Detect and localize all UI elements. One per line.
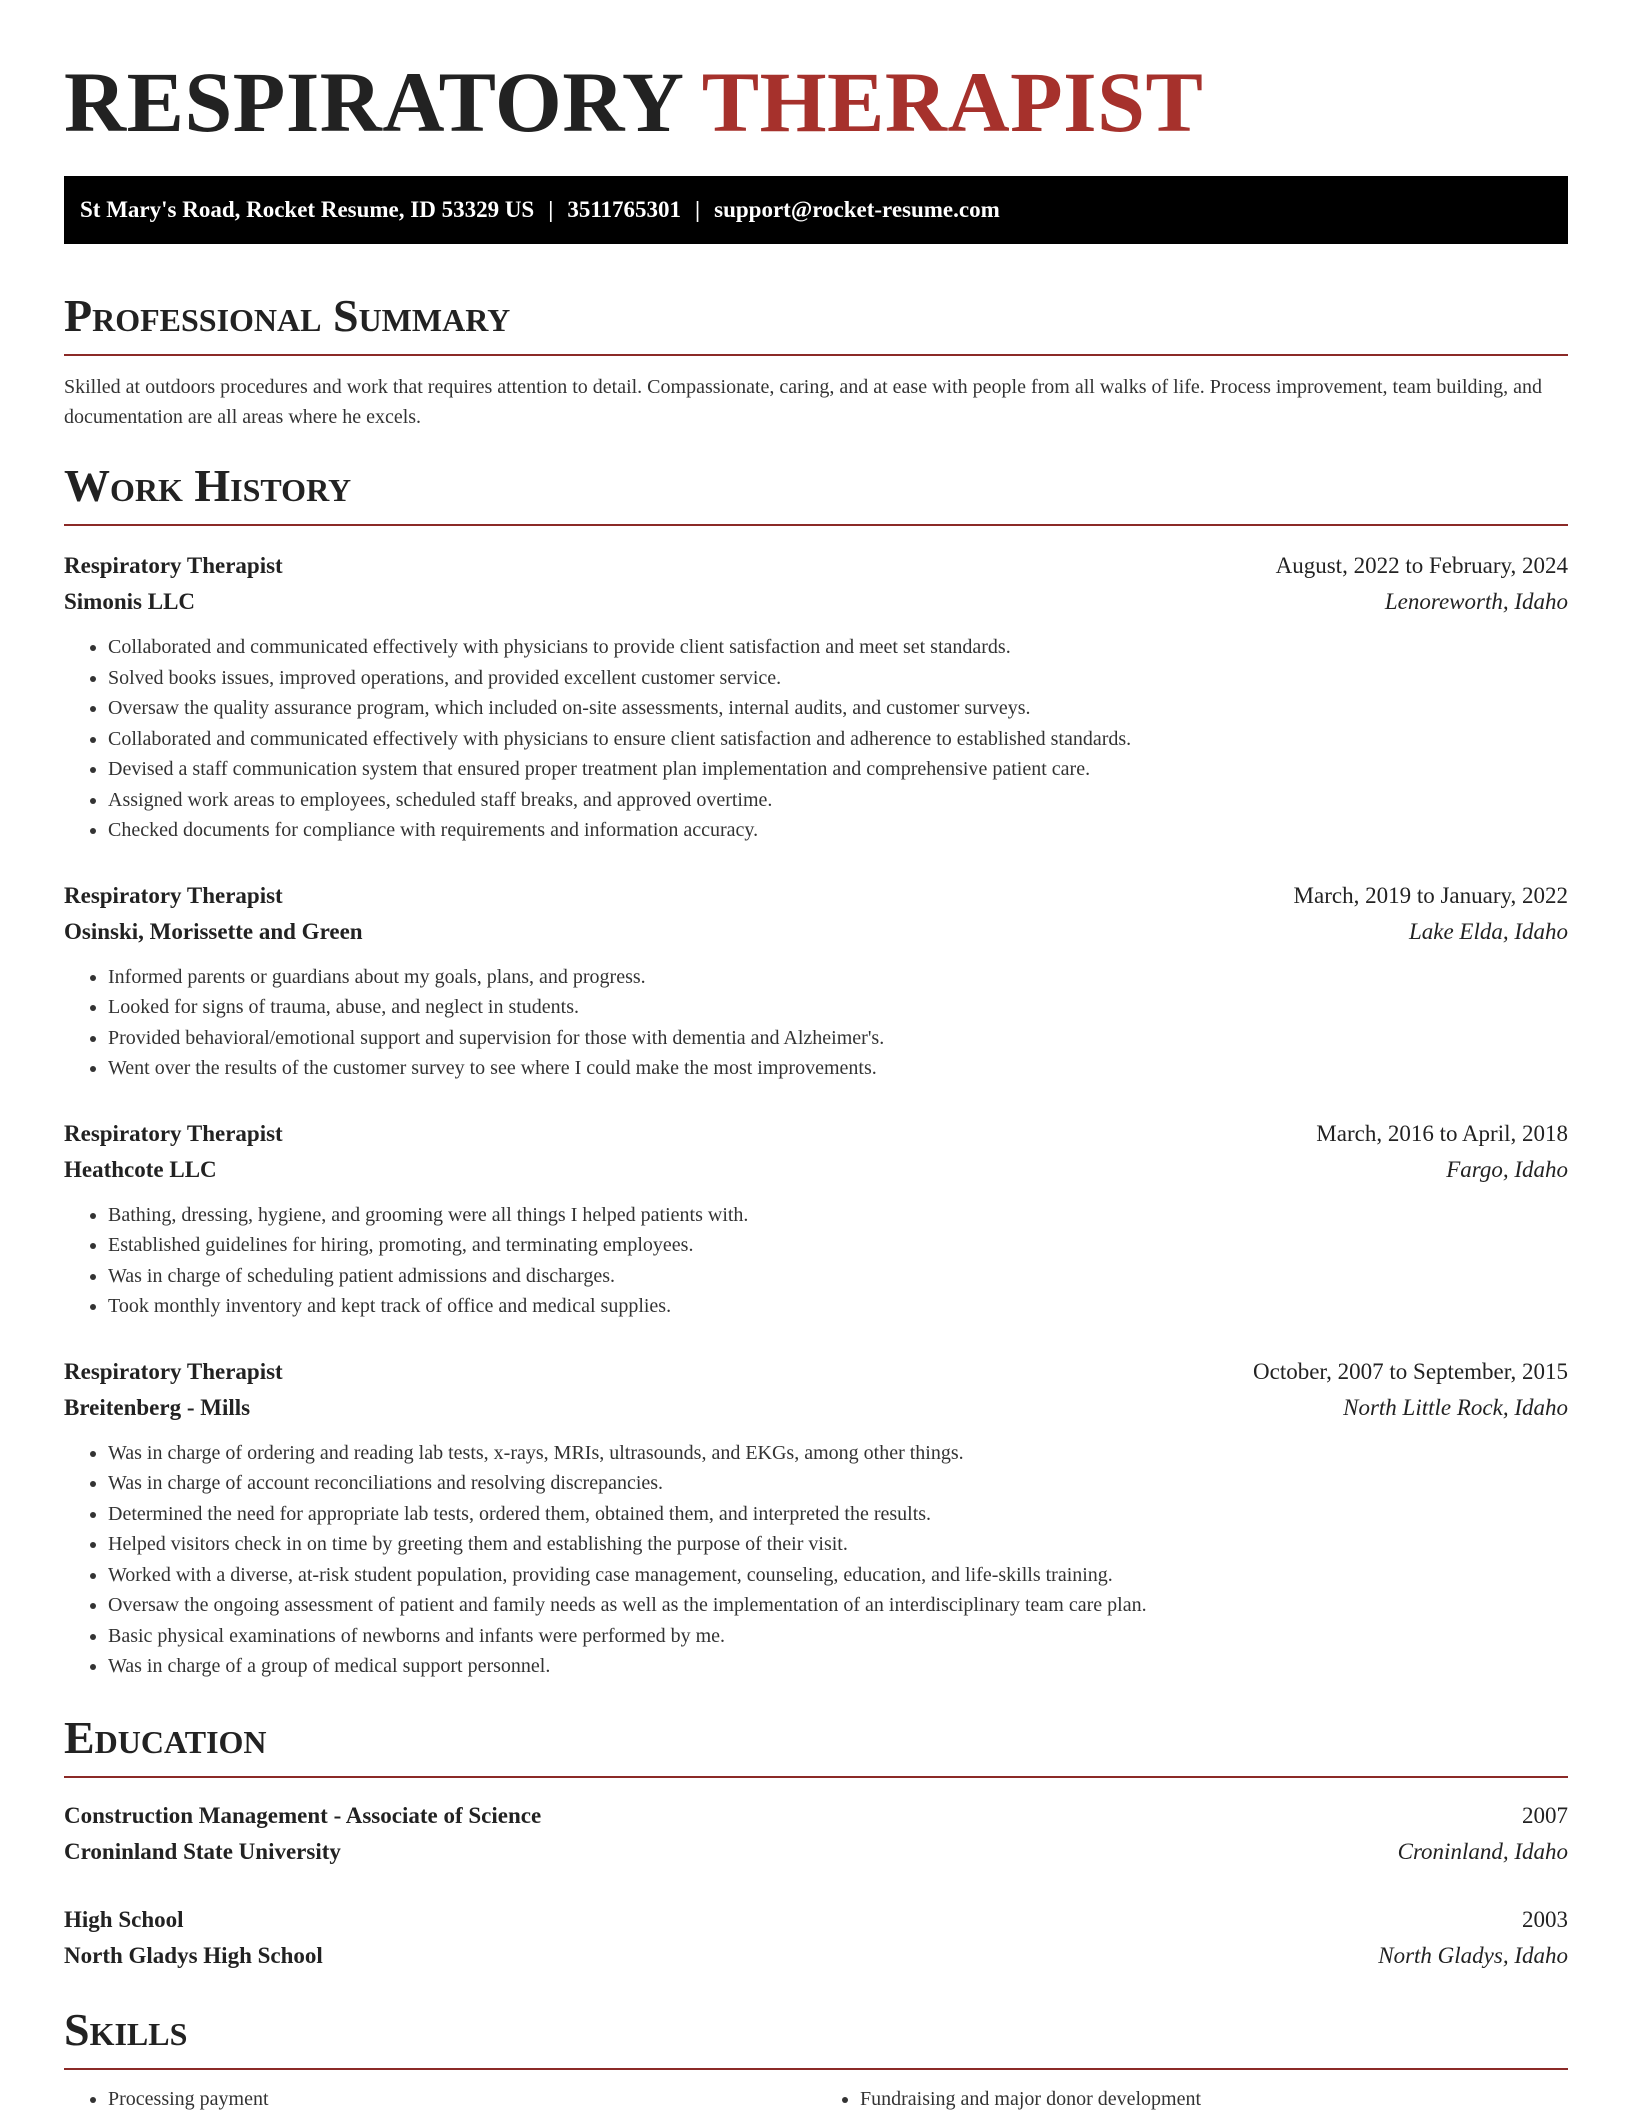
job-company: Simonis LLC [64,589,196,614]
list-item: • Was in charge of account reconciliations and resolving discrepancies. [108,1468,1568,1499]
title-second-word: THERAPIST [701,54,1204,150]
education-degree: High School [64,1906,184,1932]
list-item: • Provided behavioral/emotional support and supervision for those with dementia and Alzheimer's. [108,1023,1568,1054]
summary-text: Skilled at outdoors procedures and work that requires attention to detail. Compassionate, caring, and at ease with people from all walks of life. Process improvement, team building, and documentation are all areas where he excels. [64,376,1542,428]
list-item: • Helped visitors check in on time by greeting them and establishing the purpose of their visit. [108,1529,1568,1560]
list-item: • Collaborated and communicated effectively with physicians to ensure client satisfaction and adherence to established standards. [108,724,1568,755]
list-item: • Checked documents for compliance with requirements and information accuracy. [108,815,1568,846]
list-item: • Was in charge of ordering and reading lab tests, x-rays, MRIs, ultrasounds, and EKGs, among other things. [108,1438,1568,1469]
job-entry [64,548,1568,846]
education-school: Croninland State University [64,1838,341,1864]
job-entry [64,1116,1568,1322]
job-company-row [64,914,1568,950]
job-bullets [64,962,1568,1084]
list-item: • Determined the need for appropriate lab tests, ordered them, obtained them, and interpreted the results. [108,1499,1568,1530]
section-divider [64,2068,1568,2070]
section-heading: Skills [64,2003,188,2055]
job-bullets [64,1438,1568,1682]
section-divider [64,524,1568,526]
job-header-row [64,1354,1568,1390]
education-degree-row [64,1902,1568,1938]
contact-separator: | [548,197,554,222]
job-header-row [64,878,1568,914]
list-item: • Bathing, dressing, hygiene, and grooming were all things I helped patients with. [108,1200,1568,1231]
list-item: • Fundraising and major donor development [860,2084,1568,2112]
list-item: • Devised a staff communication system that ensured proper treatment plan implementation and comprehensive patient care. [108,754,1568,785]
job-title: Respiratory Therapist [64,1120,283,1146]
job-header-row [64,548,1568,584]
job-title: Respiratory Therapist [64,882,283,908]
job-title: Respiratory Therapist [64,1358,283,1384]
list-item: • Worked with a diverse, at-risk student population, providing case management, counseling, education, and life-skills training. [108,1560,1568,1591]
job-header-row [64,1116,1568,1152]
list-item: • Looked for signs of trauma, abuse, and neglect in students. [108,992,1568,1023]
education-degree-row [64,1798,1568,1834]
section-heading: Work History [64,460,352,511]
resume-title [64,52,1568,152]
list-item: • Assigned work areas to employees, scheduled staff breaks, and approved overtime. [108,785,1568,816]
job-company-row [64,584,1568,620]
education-section [64,1710,1568,1974]
contact-email: support@rocket-resume.com [714,197,1000,222]
list-item: • Went over the results of the customer survey to see where I could make the most improvements. [108,1053,1568,1084]
job-company-row [64,1390,1568,1426]
job-company: Breitenberg - Mills [64,1394,251,1420]
education-school-row [64,1938,1568,1974]
contact-address: St Mary's Road, Rocket Resume, ID 53329 US [80,197,535,222]
job-company: Osinski, Morissette and Green [64,918,363,944]
summary-section [64,288,1568,432]
job-dates: March, 2016 to April, 2018 [1316,1120,1568,1146]
list-item: • Collaborated and communicated effectively with physicians to provide client satisfaction and meet set standards. [108,632,1568,663]
job-location: North Little Rock, Idaho [1343,1394,1568,1420]
skills-section [64,2002,1568,2112]
list-item: • Was in charge of a group of medical support personnel. [108,1651,1568,1682]
job-title: Respiratory Therapist [64,553,283,578]
education-year: 2007 [1522,1802,1568,1828]
title-first-word: RESPIRATORY [64,54,682,150]
job-bullets [64,632,1568,846]
education-entry [64,1902,1568,1974]
job-company: Heathcote LLC [64,1156,217,1182]
education-location: Croninland, Idaho [1397,1838,1568,1864]
job-dates: October, 2007 to September, 2015 [1253,1358,1568,1384]
job-location: Lake Elda, Idaho [1408,918,1568,944]
education-school-row [64,1834,1568,1870]
job-bullets [64,1200,1568,1322]
education-location: North Gladys, Idaho [1378,1942,1568,1968]
education-school: North Gladys High School [64,1942,323,1968]
job-entry [64,878,1568,1084]
section-divider [64,1776,1568,1778]
education-entry [64,1798,1568,1870]
list-item: • Informed parents or guardians about my goals, plans, and progress. [108,962,1568,993]
list-item: • Established guidelines for hiring, promoting, and terminating employees. [108,1230,1568,1261]
job-location: Lenoreworth, Idaho [1384,589,1568,614]
list-item: • Was in charge of scheduling patient admissions and discharges. [108,1261,1568,1292]
job-dates: March, 2019 to January, 2022 [1293,882,1568,908]
skills-columns [64,2084,1568,2112]
list-item: • Basic physical examinations of newborns and infants were performed by me. [108,1621,1568,1652]
section-heading: Education [64,1711,267,1763]
contact-phone: 3511765301 [567,197,682,222]
list-item: • Processing payment [108,2084,816,2112]
list-item: • Oversaw the ongoing assessment of patient and family needs as well as the implementation of an interdisciplinary team care plan. [108,1590,1568,1621]
education-year: 2003 [1522,1906,1568,1932]
job-company-row [64,1152,1568,1188]
list-item: • Took monthly inventory and kept track of office and medical supplies. [108,1291,1568,1322]
skills-right-column [816,2084,1568,2112]
list-item: • Solved books issues, improved operations, and provided excellent customer service. [108,663,1568,694]
section-divider [64,354,1568,356]
contact-separator: | [695,197,701,222]
education-degree: Construction Management - Associate of Science [64,1802,542,1828]
list-item: • Oversaw the quality assurance program, which included on-site assessments, internal audits, and customer surveys. [108,693,1568,724]
work-history-section [64,458,1568,1682]
contact-bar [64,176,1568,244]
job-location: Fargo, Idaho [1446,1156,1568,1182]
skills-left-column [64,2084,816,2112]
section-heading: Professional Summary [64,290,511,341]
job-entry [64,1354,1568,1682]
job-dates: August, 2022 to February, 2024 [1275,553,1568,578]
